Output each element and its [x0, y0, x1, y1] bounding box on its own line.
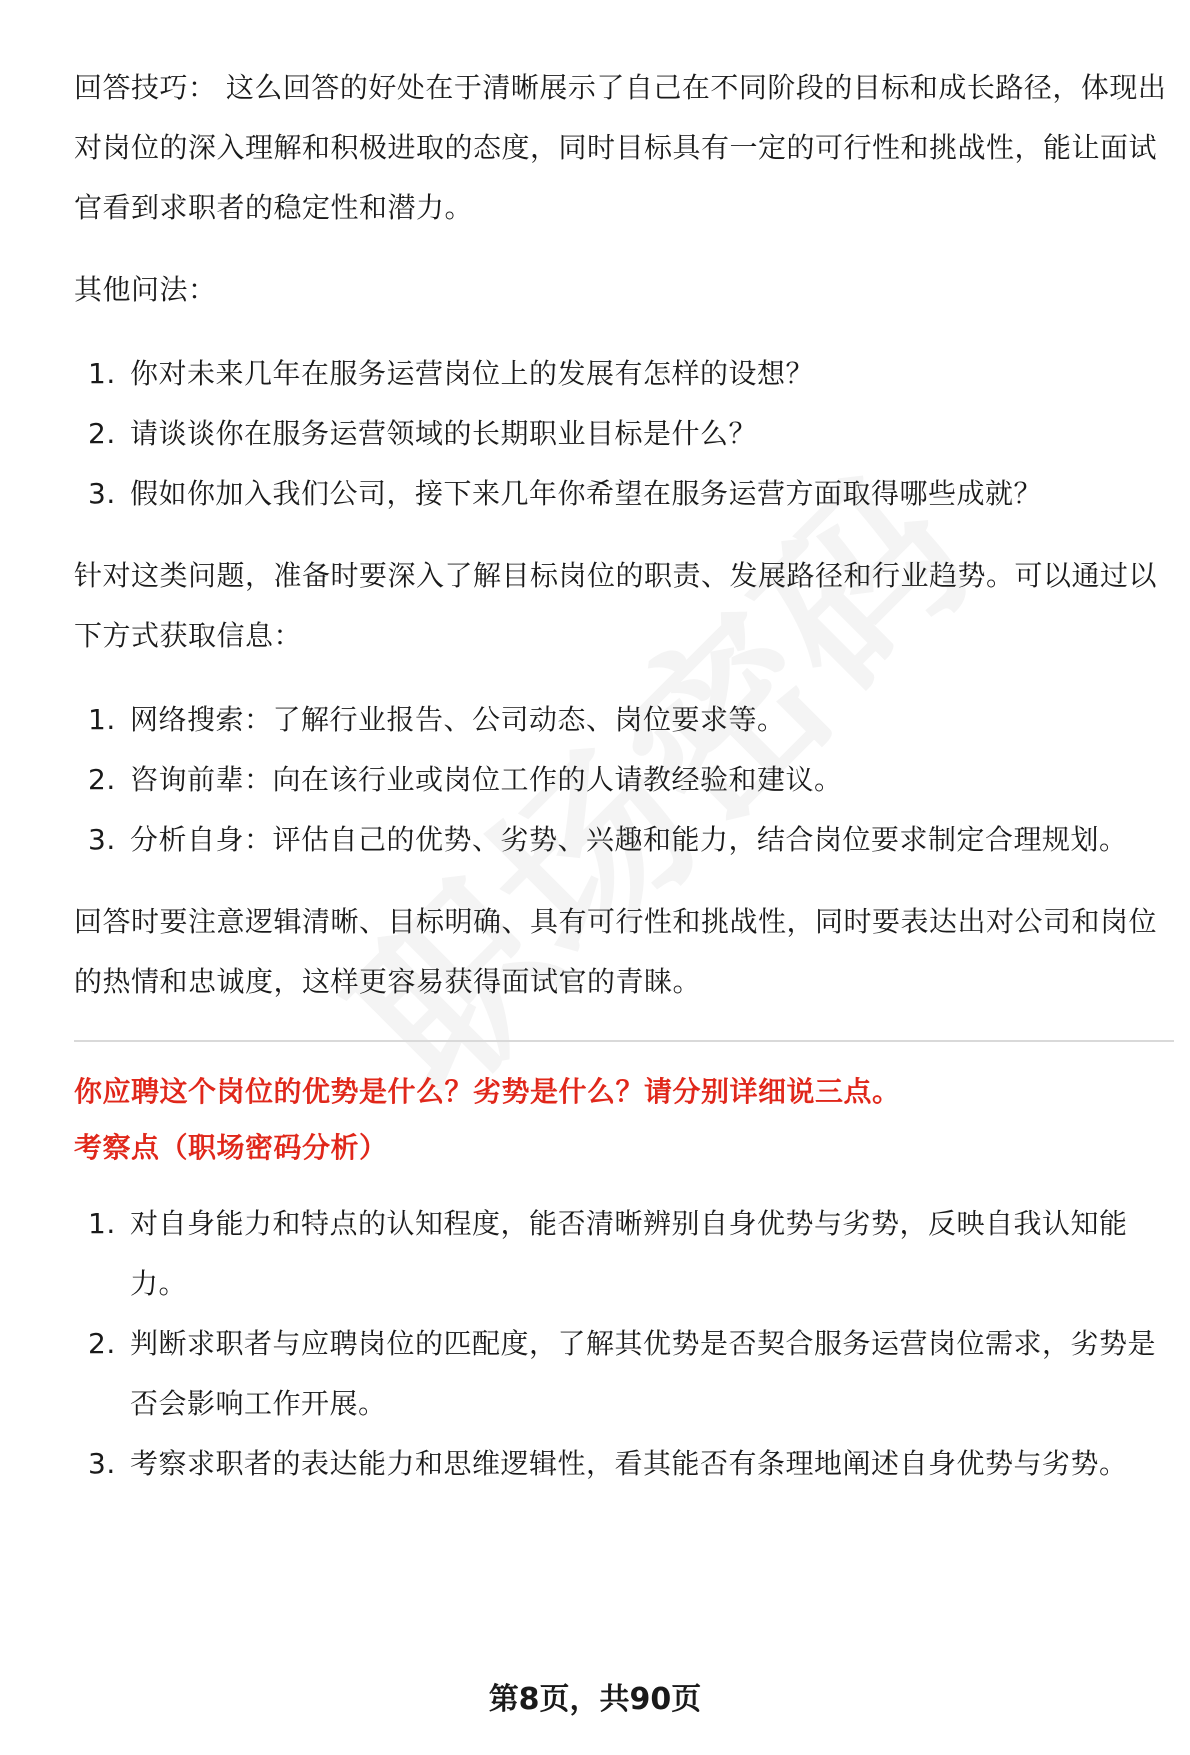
list-number: 3.	[88, 823, 116, 856]
info-methods-list	[74, 690, 1170, 870]
list-item-text: 请谈谈你在服务运营领域的长期职业目标是什么？	[130, 417, 758, 450]
list-item	[74, 1434, 1170, 1494]
preparation-paragraph: 针对这类问题，准备时要深入了解目标岗位的职责、发展路径和行业趋势。可以通过以下方式获取信息：	[74, 559, 1158, 652]
other-questions-label: 其他问法：	[74, 273, 217, 306]
list-item	[74, 344, 1170, 404]
answer-tip-paragraph: 回答技巧： 这么回答的好处在于清晰展示了自己在不同阶段的目标和成长路径，体现出对岗位的深入理解和积极进取的态度，同时目标具有一定的可行性和挑战性，能让面试官看到求职者的稳定性和潜力。	[74, 71, 1167, 224]
list-item-text: 咨询前辈：向在该行业或岗位工作的人请教经验和建议。	[130, 763, 843, 796]
list-item	[74, 404, 1170, 464]
list-item-text: 你对未来几年在服务运营岗位上的发展有怎样的设想？	[130, 357, 815, 390]
list-number: 2.	[88, 763, 116, 796]
section-divider	[74, 1040, 1174, 1042]
list-item	[74, 750, 1170, 810]
list-number: 2.	[88, 1327, 116, 1360]
list-number: 3.	[88, 477, 116, 510]
list-number: 2.	[88, 417, 116, 450]
list-item-text: 考察求职者的表达能力和思维逻辑性，看其能否有条理地阐述自身优势与劣势。	[130, 1447, 1128, 1480]
list-item-text: 假如你加入我们公司，接下来几年你希望在服务运营方面取得哪些成就？	[130, 477, 1043, 510]
list-item	[74, 464, 1170, 524]
list-number: 3.	[88, 1447, 116, 1480]
list-item-text: 判断求职者与应聘岗位的匹配度，了解其优势是否契合服务运营岗位需求，劣势是否会影响工作开展。	[130, 1327, 1157, 1420]
list-item-text: 对自身能力和特点的认知程度，能否清晰辨别自身优势与劣势，反映自我认知能力。	[130, 1207, 1128, 1300]
list-number: 1.	[88, 357, 116, 390]
list-item	[74, 1314, 1170, 1434]
assessment-points-list	[74, 1194, 1170, 1494]
list-item	[74, 810, 1170, 870]
list-number: 1.	[88, 1207, 116, 1240]
list-item	[74, 690, 1170, 750]
question-title: 你应聘这个岗位的优势是什么？劣势是什么？请分别详细说三点。	[74, 1075, 901, 1108]
list-item-text: 分析自身：评估自己的优势、劣势、兴趣和能力，结合岗位要求制定合理规划。	[130, 823, 1128, 856]
assessment-subtitle: 考察点（职场密码分析）	[74, 1131, 388, 1164]
page-number-footer: 第8页，共90页	[488, 1682, 702, 1717]
list-item	[74, 1194, 1170, 1314]
list-item-text: 网络搜索：了解行业报告、公司动态、岗位要求等。	[130, 703, 786, 736]
list-number: 1.	[88, 703, 116, 736]
other-questions-list	[74, 344, 1170, 524]
closing-paragraph: 回答时要注意逻辑清晰、目标明确、具有可行性和挑战性，同时要表达出对公司和岗位的热情和忠诚度，这样更容易获得面试官的青睐。	[74, 905, 1158, 998]
document-page	[74, 58, 1170, 1494]
